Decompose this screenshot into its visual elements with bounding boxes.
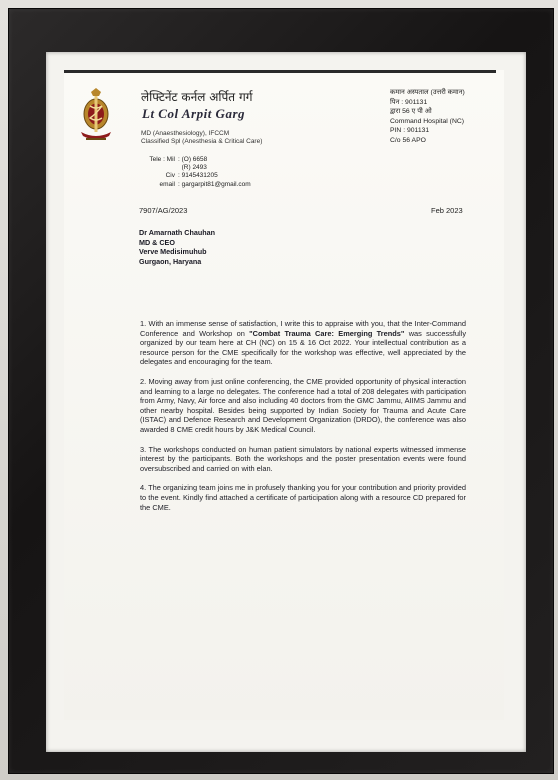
letter-date: Feb 2023 <box>431 206 463 215</box>
address-line: पिन : 901131 <box>390 98 428 106</box>
paragraph-3: 3. The workshops conducted on human patient simulators by national experts witnessed immense interest by the participants. Both the workshops and the poster presentation events were found oversubscribed and carried on with elan. <box>140 444 466 473</box>
paragraph-2: 2. Moving away from just online conferencing, the CME provided opportunity of physical interaction and learning to a large no delegates. The conference had a total of 208 delegates with participation from Army, Navy, Air force and also including 40 doctors from the GMC Jammu, AIIMS Jammu and other nearby hospital. Besides being supported by Indian Society for Trauma and Acute Care (ISTAC) and Defence Research and Development Organization (DRDO), the conference was also awarded 8 CME credit hours by J&K Medical Council. <box>140 376 466 434</box>
address-line: Command Hospital (NC) <box>390 117 465 125</box>
address-line: द्वारा 56 ए पी ओ <box>390 108 432 116</box>
contact-value: : (O) 6658 <box>178 156 208 163</box>
contact-label: Tele : Mil <box>149 156 175 163</box>
name-signature-style: Lt Col Arpit Garg <box>142 106 246 121</box>
recipient-line: Gurgaon, Haryana <box>139 256 202 266</box>
paragraph-1 <box>140 319 466 367</box>
address-line: C/o 56 APO <box>390 136 426 144</box>
letterhead-rule <box>64 70 496 73</box>
recipient-line: Dr Amarnath Chauhan <box>139 228 216 237</box>
paragraph-1-text: 1. With an immense sense of satisfaction, I write this to appraise with you, that the Inter-Command Conference and Workshop on <box>140 319 466 338</box>
recipient-block <box>139 228 215 266</box>
contact-row <box>137 172 251 180</box>
contact-value: (R) 2493 <box>178 164 207 172</box>
workshop-title: "Combat Trauma Care: Emerging Trends" <box>249 328 405 338</box>
qualification-line: Classified Spl (Anesthesia & Critical Care) <box>141 138 263 145</box>
contact-label: email <box>159 180 175 188</box>
army-medical-corps-crest-icon <box>78 86 114 148</box>
paragraph-1-text-cont: was successfully organized by our team here at CH (NC) on 15 & 16 Oct 2022. Your intellectual contribution as a resource person for the CME specifically for the workshop was effective, well appreciated by the delegates and encouraging for the team. <box>140 328 467 367</box>
letter-body <box>140 319 466 522</box>
contact-row <box>137 164 251 172</box>
recipient-line: MD & CEO <box>139 237 175 247</box>
recipient-line: Verve Medisimuhub <box>139 247 207 257</box>
letter-paper <box>64 70 504 720</box>
contact-row <box>137 181 251 189</box>
contact-details <box>137 156 251 189</box>
contact-row <box>137 156 251 164</box>
address-line: PIN : 901131 <box>390 127 430 135</box>
qualification-line: MD (Anaesthesiology), IFCCM <box>141 130 230 137</box>
contact-value: : 9145431205 <box>178 172 218 180</box>
paragraph-4: 4. The organizing team joins me in profusely thanking you for your contribution and priority provided to the event. Kindly find attached a certificate of participation along with a resource CD prepared for the CME. <box>140 483 466 512</box>
contact-label: Civ <box>165 172 175 180</box>
hospital-address <box>390 88 465 146</box>
qualifications <box>141 130 262 146</box>
address-line: कमान अस्पताल (उत्तरी कमान) <box>390 89 465 96</box>
contact-label <box>137 164 178 172</box>
contact-value: : gargarpit81@gmail.com <box>178 180 251 188</box>
letter-reference: 7907/AG/2023 <box>139 206 188 215</box>
name-hindi: लेफ्टिनेंट कर्नल अर्पित गर्ग <box>141 90 253 104</box>
